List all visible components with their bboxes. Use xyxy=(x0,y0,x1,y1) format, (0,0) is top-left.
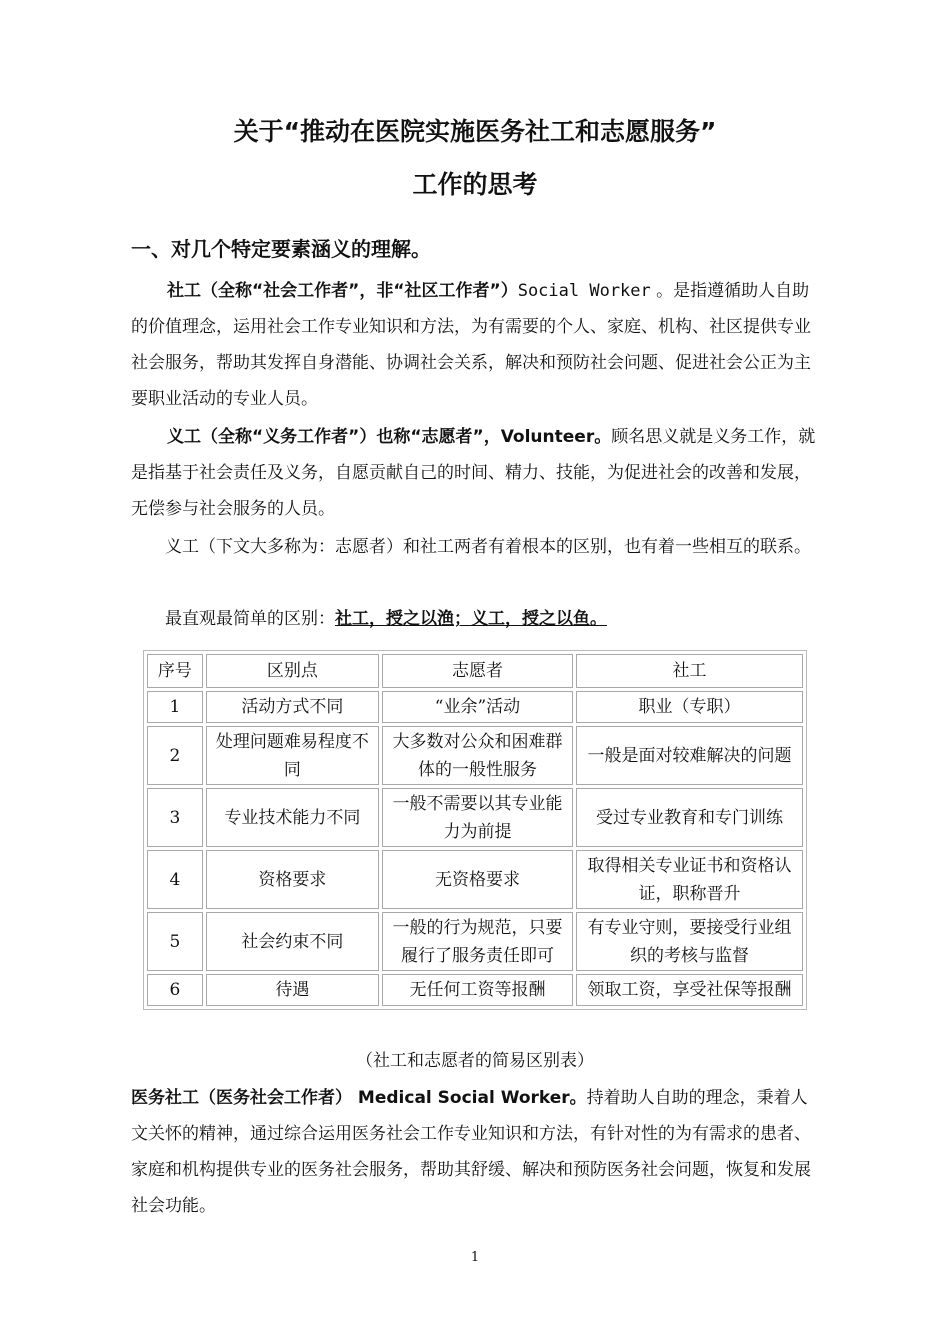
table-row xyxy=(147,726,803,785)
table-caption: （社工和志愿者的简易区别表） xyxy=(356,1051,594,1071)
medical-social-worker-text: 持着助人自助的理念，秉着人文关怀的精神，通过综合运用医务社会工作专业知识和方法，有针对性的为有需求的患者、家庭和机构提供专业的医务社会服务，帮助其舒缓、解决和预防医务社会问题，恢复和发展社会功能。 xyxy=(131,1088,811,1216)
simple-difference-label: 最直观最简单的区别： xyxy=(165,609,335,629)
table-cell: “业余”活动 xyxy=(382,691,573,723)
volunteer-definition xyxy=(131,419,821,527)
social-worker-text: 。是指遵循助人自助的价值理念，运用社会工作专业知识和方法，为有需要的个人、家庭、机构、社区提供专业社会服务，帮助其发挥自身潜能、协调社会关系，解决和预防社会问题、促进社会公正为主要职业活动的专业人员。 xyxy=(131,281,811,409)
medical-social-worker-english: Medical Social Worker。 xyxy=(352,1088,587,1108)
table-cell: 资格要求 xyxy=(206,850,379,909)
table-cell: 处理问题难易程度不同 xyxy=(206,726,379,785)
header-cell: 志愿者 xyxy=(382,654,573,688)
medical-social-worker-definition xyxy=(131,1080,821,1224)
table-cell: 受过专业教育和专门训练 xyxy=(576,788,803,847)
table-cell: 大多数对公众和困难群体的一般性服务 xyxy=(382,726,573,785)
section-heading: 一、对几个特定要素涵义的理解。 xyxy=(131,237,431,261)
document-title-line1: 关于“推动在医院实施医务社工和志愿服务” xyxy=(233,117,717,146)
table-cell: 4 xyxy=(147,850,203,909)
table-row xyxy=(147,691,803,723)
table-cell: 活动方式不同 xyxy=(206,691,379,723)
table-row xyxy=(147,974,803,1006)
simple-difference-paragraph xyxy=(131,601,821,637)
table-cell: 领取工资，享受社保等报酬 xyxy=(576,974,803,1006)
social-worker-term: 社工（全称“社会工作者”，非“社区工作者”） xyxy=(167,281,518,301)
table-cell: 5 xyxy=(147,912,203,971)
table-cell: 无任何工资等报酬 xyxy=(382,974,573,1006)
table-cell: 一般不需要以其专业能力为前提 xyxy=(382,788,573,847)
table-cell: 一般的行为规范，只要履行了服务责任即可 xyxy=(382,912,573,971)
table-cell: 3 xyxy=(147,788,203,847)
header-cell: 区别点 xyxy=(206,654,379,688)
table-cell: 2 xyxy=(147,726,203,785)
table-cell: 一般是面对较难解决的问题 xyxy=(576,726,803,785)
table-cell: 6 xyxy=(147,974,203,1006)
social-worker-definition xyxy=(131,273,821,417)
table-cell: 社会约束不同 xyxy=(206,912,379,971)
table-cell: 有专业守则，要接受行业组织的考核与监督 xyxy=(576,912,803,971)
comparison-table xyxy=(143,650,807,1010)
table-cell: 职业（专职） xyxy=(576,691,803,723)
volunteer-term: 义工（全称“义务工作者”）也称“志愿者”， xyxy=(167,427,501,447)
table-row xyxy=(147,850,803,909)
table-cell: 专业技术能力不同 xyxy=(206,788,379,847)
volunteer-english: Volunteer。 xyxy=(500,427,612,447)
difference-paragraph: 义工（下文大多称为：志愿者）和社工两者有着根本的区别，也有着一些相互的联系。 xyxy=(165,537,811,557)
social-worker-english: Social Worker xyxy=(517,281,651,301)
header-cell: 社工 xyxy=(576,654,803,688)
table-row xyxy=(147,788,803,847)
table-cell: 取得相关专业证书和资格认证，职称晋升 xyxy=(576,850,803,909)
document-title-line2: 工作的思考 xyxy=(412,170,538,199)
simple-difference-quote: 社工，授之以渔；义工，授之以鱼。 xyxy=(335,609,607,629)
table-cell: 无资格要求 xyxy=(382,850,573,909)
table-cell: 1 xyxy=(147,691,203,723)
table-cell: 待遇 xyxy=(206,974,379,1006)
header-cell: 序号 xyxy=(147,654,203,688)
page-number: 1 xyxy=(470,1250,480,1265)
volunteer-text: 顾名思义就是义务工作，就是指基于社会责任及义务，自愿贡献自己的时间、精力、技能，为促进社会的改善和发展，无偿参与社会服务的人员。 xyxy=(131,427,816,519)
medical-social-worker-term: 医务社工（医务社会工作者） xyxy=(131,1088,352,1108)
table-row xyxy=(147,912,803,971)
table-header-row xyxy=(147,654,803,688)
